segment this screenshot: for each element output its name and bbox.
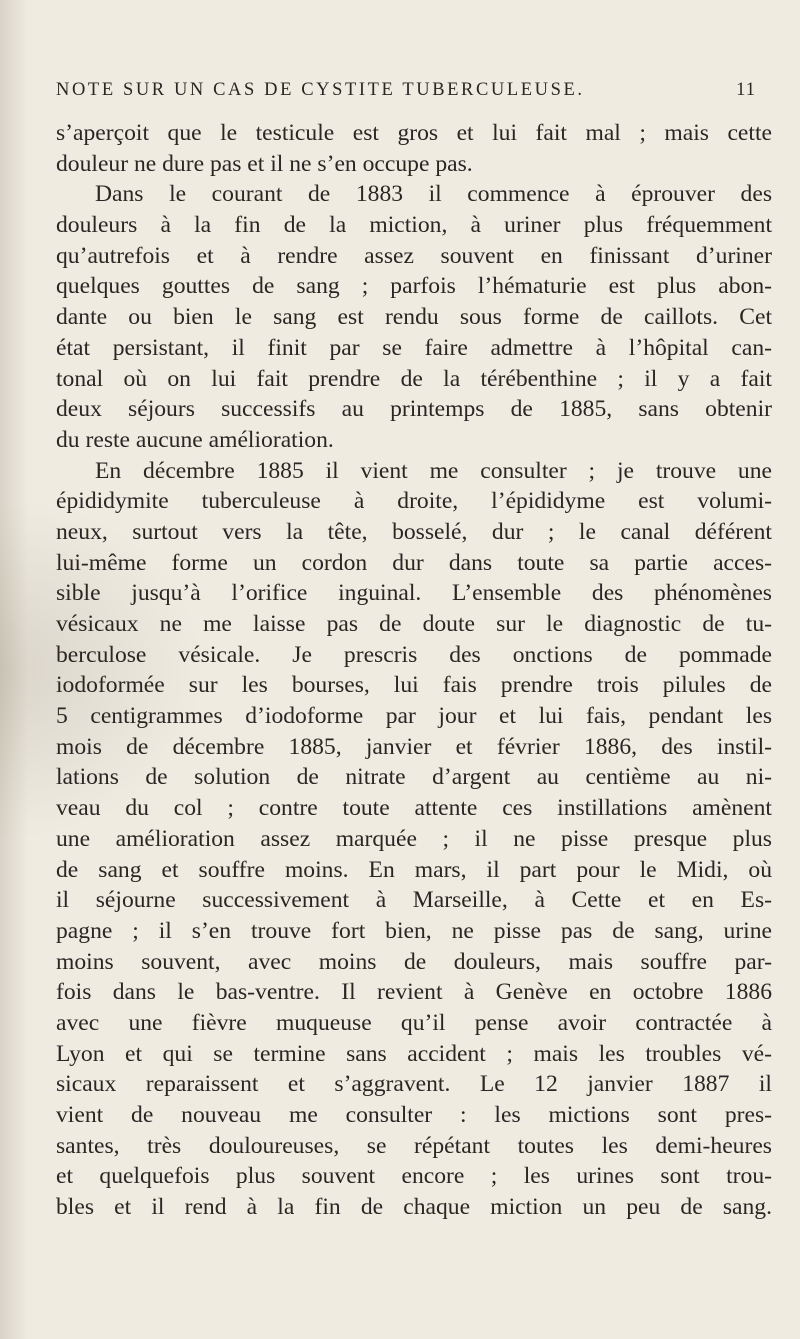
running-header (56, 80, 770, 110)
text-line: une amélioration assez marquée ; il ne pisse presque plus (56, 825, 772, 852)
text-line: Dans le courant de 1883 il commence à éprouver des (95, 181, 772, 208)
text-line: En décembre 1885 il vient me consulter ; je trouve une (95, 457, 772, 484)
text-line: Lyon et qui se termine sans accident ; mais les troubles vé- (56, 1040, 772, 1067)
text-line: bles et il rend à la fin de chaque miction un peu de sang. (56, 1194, 772, 1221)
text-line: tonal où on lui fait prendre de la térébenthine ; il y a fait (56, 365, 772, 392)
text-line: lui-même forme un cordon dur dans toute sa partie acces- (56, 549, 772, 576)
text-line: du reste aucune amélioration. (56, 426, 334, 453)
text-line: sible jusqu’à l’orifice inguinal. L’ensemble des phénomènes (56, 580, 772, 607)
text-line: lations de solution de nitrate d’argent au centième au ni- (56, 764, 772, 791)
text-line: pagne ; il s’en trouve fort bien, ne pisse pas de sang, urine (56, 917, 772, 944)
body-text (56, 118, 772, 1223)
text-line: état persistant, il finit par se faire admettre à l’hôpital can- (56, 334, 772, 361)
text-line: 5 centigrammes d’iodoforme par jour et lui fais, pendant les (56, 703, 772, 730)
text-line: mois de décembre 1885, janvier et février 1886, des instil- (56, 733, 772, 760)
text-line: quelques gouttes de sang ; parfois l’hématurie est plus abon- (56, 273, 772, 300)
text-line: veau du col ; contre toute attente ces instillations amènent (56, 795, 772, 822)
text-line: vient de nouveau me consulter : les mictions sont pres- (56, 1102, 772, 1128)
text-line: qu’autrefois et à rendre assez souvent en finissant d’uriner (56, 242, 772, 269)
page-number: 11 (736, 80, 756, 100)
text-line: iodoformée sur les bourses, lui fais prendre trois pilules de (56, 672, 772, 699)
text-line: fois dans le bas-ventre. Il revient à Genève en octobre 1886 (56, 979, 772, 1006)
text-line: douleurs à la fin de la miction, à uriner plus fréquemment (56, 212, 772, 239)
text-line: épididymite tuberculeuse à droite, l’épididyme est volumi- (56, 488, 772, 515)
text-line: il séjourne successivement à Marseille, à Cette et en Es- (56, 887, 772, 914)
text-line: de sang et souffre moins. En mars, il part pour le Midi, où (56, 856, 772, 883)
text-line: s’aperçoit que le testicule est gros et lui fait mal ; mais cette (56, 120, 772, 146)
text-line: dante ou bien le sang est rendu sous forme de caillots. Cet (56, 304, 772, 331)
text-line: deux séjours successifs au printemps de 1885, sans obtenir (56, 396, 772, 423)
text-line: neux, surtout vers la tête, bosselé, dur ; le canal déférent (56, 518, 772, 545)
text-line: douleur ne dure pas et il ne s’en occupe pas. (56, 150, 473, 177)
text-line: santes, très douloureuses, se répétant toutes les demi-heures (56, 1132, 772, 1159)
text-line: et quelquefois plus souvent encore ; les urines sont trou- (56, 1163, 772, 1190)
text-line: moins souvent, avec moins de douleurs, mais souffre par- (56, 948, 772, 975)
text-line: vésicaux ne me laisse pas de doute sur le diagnostic de tu- (56, 611, 772, 637)
running-title: NOTE SUR UN CAS DE CYSTITE TUBERCULEUSE. (56, 80, 585, 100)
text-line: avec une fièvre muqueuse qu’il pense avoir contractée à (56, 1009, 772, 1036)
text-line: berculose vésicale. Je prescris des onctions de pommade (56, 641, 772, 668)
text-line: sicaux reparaissent et s’aggravent. Le 12 janvier 1887 il (56, 1071, 772, 1098)
